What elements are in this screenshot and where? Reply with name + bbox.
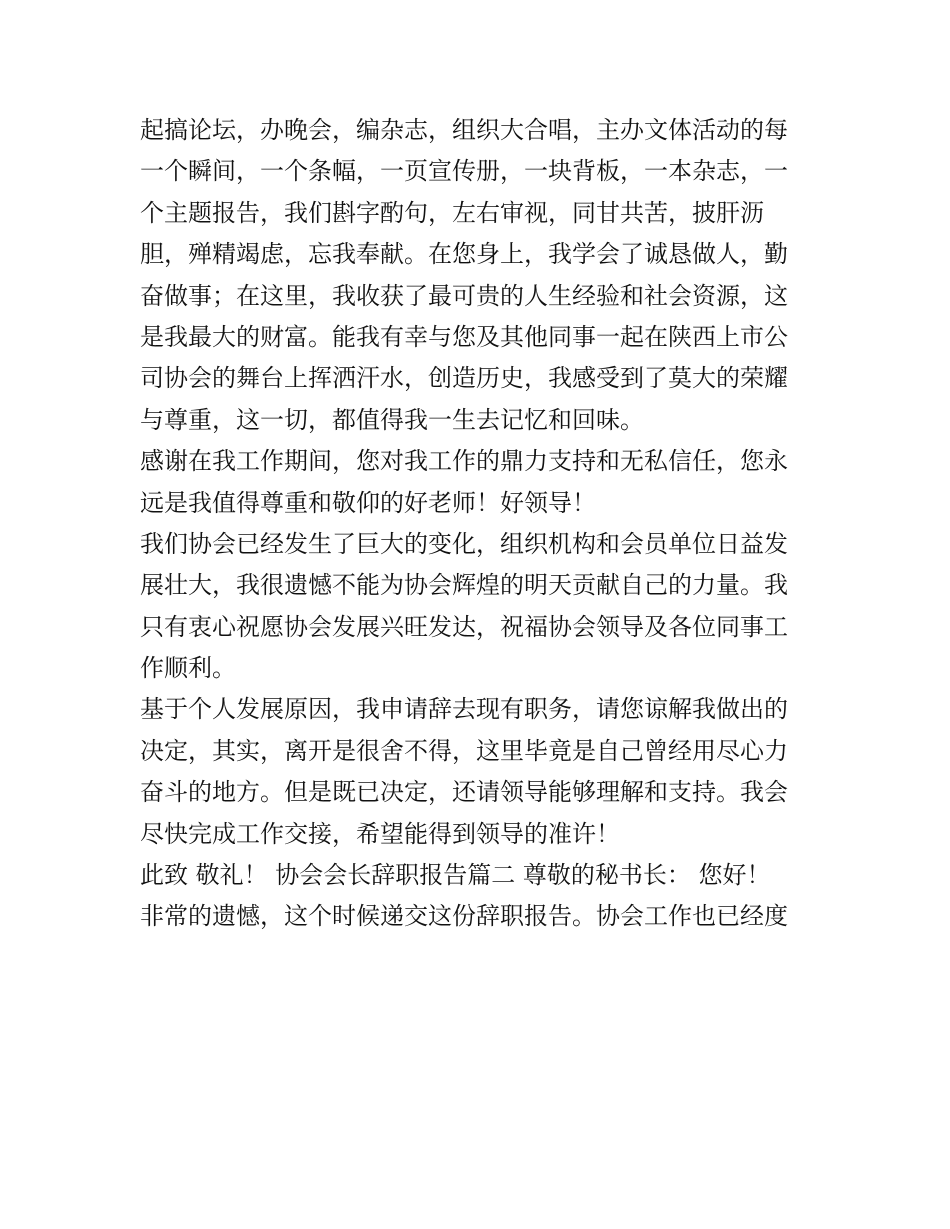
- text-line: 远是我值得尊重和敬仰的好老师！好领导！: [140, 488, 596, 517]
- text-line: 尽快完成工作交接，希望能得到领导的准许！: [140, 819, 620, 848]
- text-line: 与尊重，这一切，都值得我一生去记忆和回味。: [140, 405, 644, 434]
- text-line: 我们协会已经发生了巨大的变化，组织机构和会员单位日益发: [140, 529, 788, 558]
- text-line: 只有衷心祝愿协会发展兴旺发达，祝福协会领导及各位同事工: [140, 612, 788, 641]
- text-line: 奋做事；在这里，我收获了最可贵的人生经验和社会资源，这: [140, 281, 788, 310]
- text-line: 决定，其实，离开是很舍不得，这里毕竟是自己曾经用尽心力: [140, 736, 788, 765]
- text-line: 展壮大，我很遗憾不能为协会辉煌的明天贡献自己的力量。我: [140, 571, 788, 600]
- text-line: 基于个人发展原因，我申请辞去现有职务，请您谅解我做出的: [140, 695, 788, 724]
- text-line: 感谢在我工作期间，您对我工作的鼎力支持和无私信任，您永: [140, 447, 788, 476]
- text-line: 奋斗的地方。但是既已决定，还请领导能够理解和支持。我会: [140, 778, 788, 807]
- text-line: 起搞论坛，办晚会，编杂志，组织大合唱，主办文体活动的每: [140, 116, 788, 144]
- text-line: 此致 敬礼！ 协会会长辞职报告篇二 尊敬的秘书长： 您好！: [140, 861, 771, 890]
- text-line: 非常的遗憾，这个时候递交这份辞职报告。协会工作也已经度: [140, 902, 788, 931]
- text-line: 胆，殚精竭虑，忘我奉献。在您身上，我学会了诚恳做人，勤: [140, 240, 788, 269]
- text-line: 一个瞬间，一个条幅，一页宣传册，一块背板，一本杂志，一: [140, 157, 788, 186]
- text-line: 是我最大的财富。能我有幸与您及其他同事一起在陕西上市公: [140, 322, 788, 351]
- document-body: [140, 110, 812, 938]
- text-line: 个主题报告，我们斟字酌句，左右审视，同甘共苦，披肝沥: [140, 198, 764, 227]
- text-line: 作顺利。: [140, 654, 236, 683]
- text-line: 司协会的舞台上挥洒汗水，创造历史，我感受到了莫大的荣耀: [140, 364, 788, 393]
